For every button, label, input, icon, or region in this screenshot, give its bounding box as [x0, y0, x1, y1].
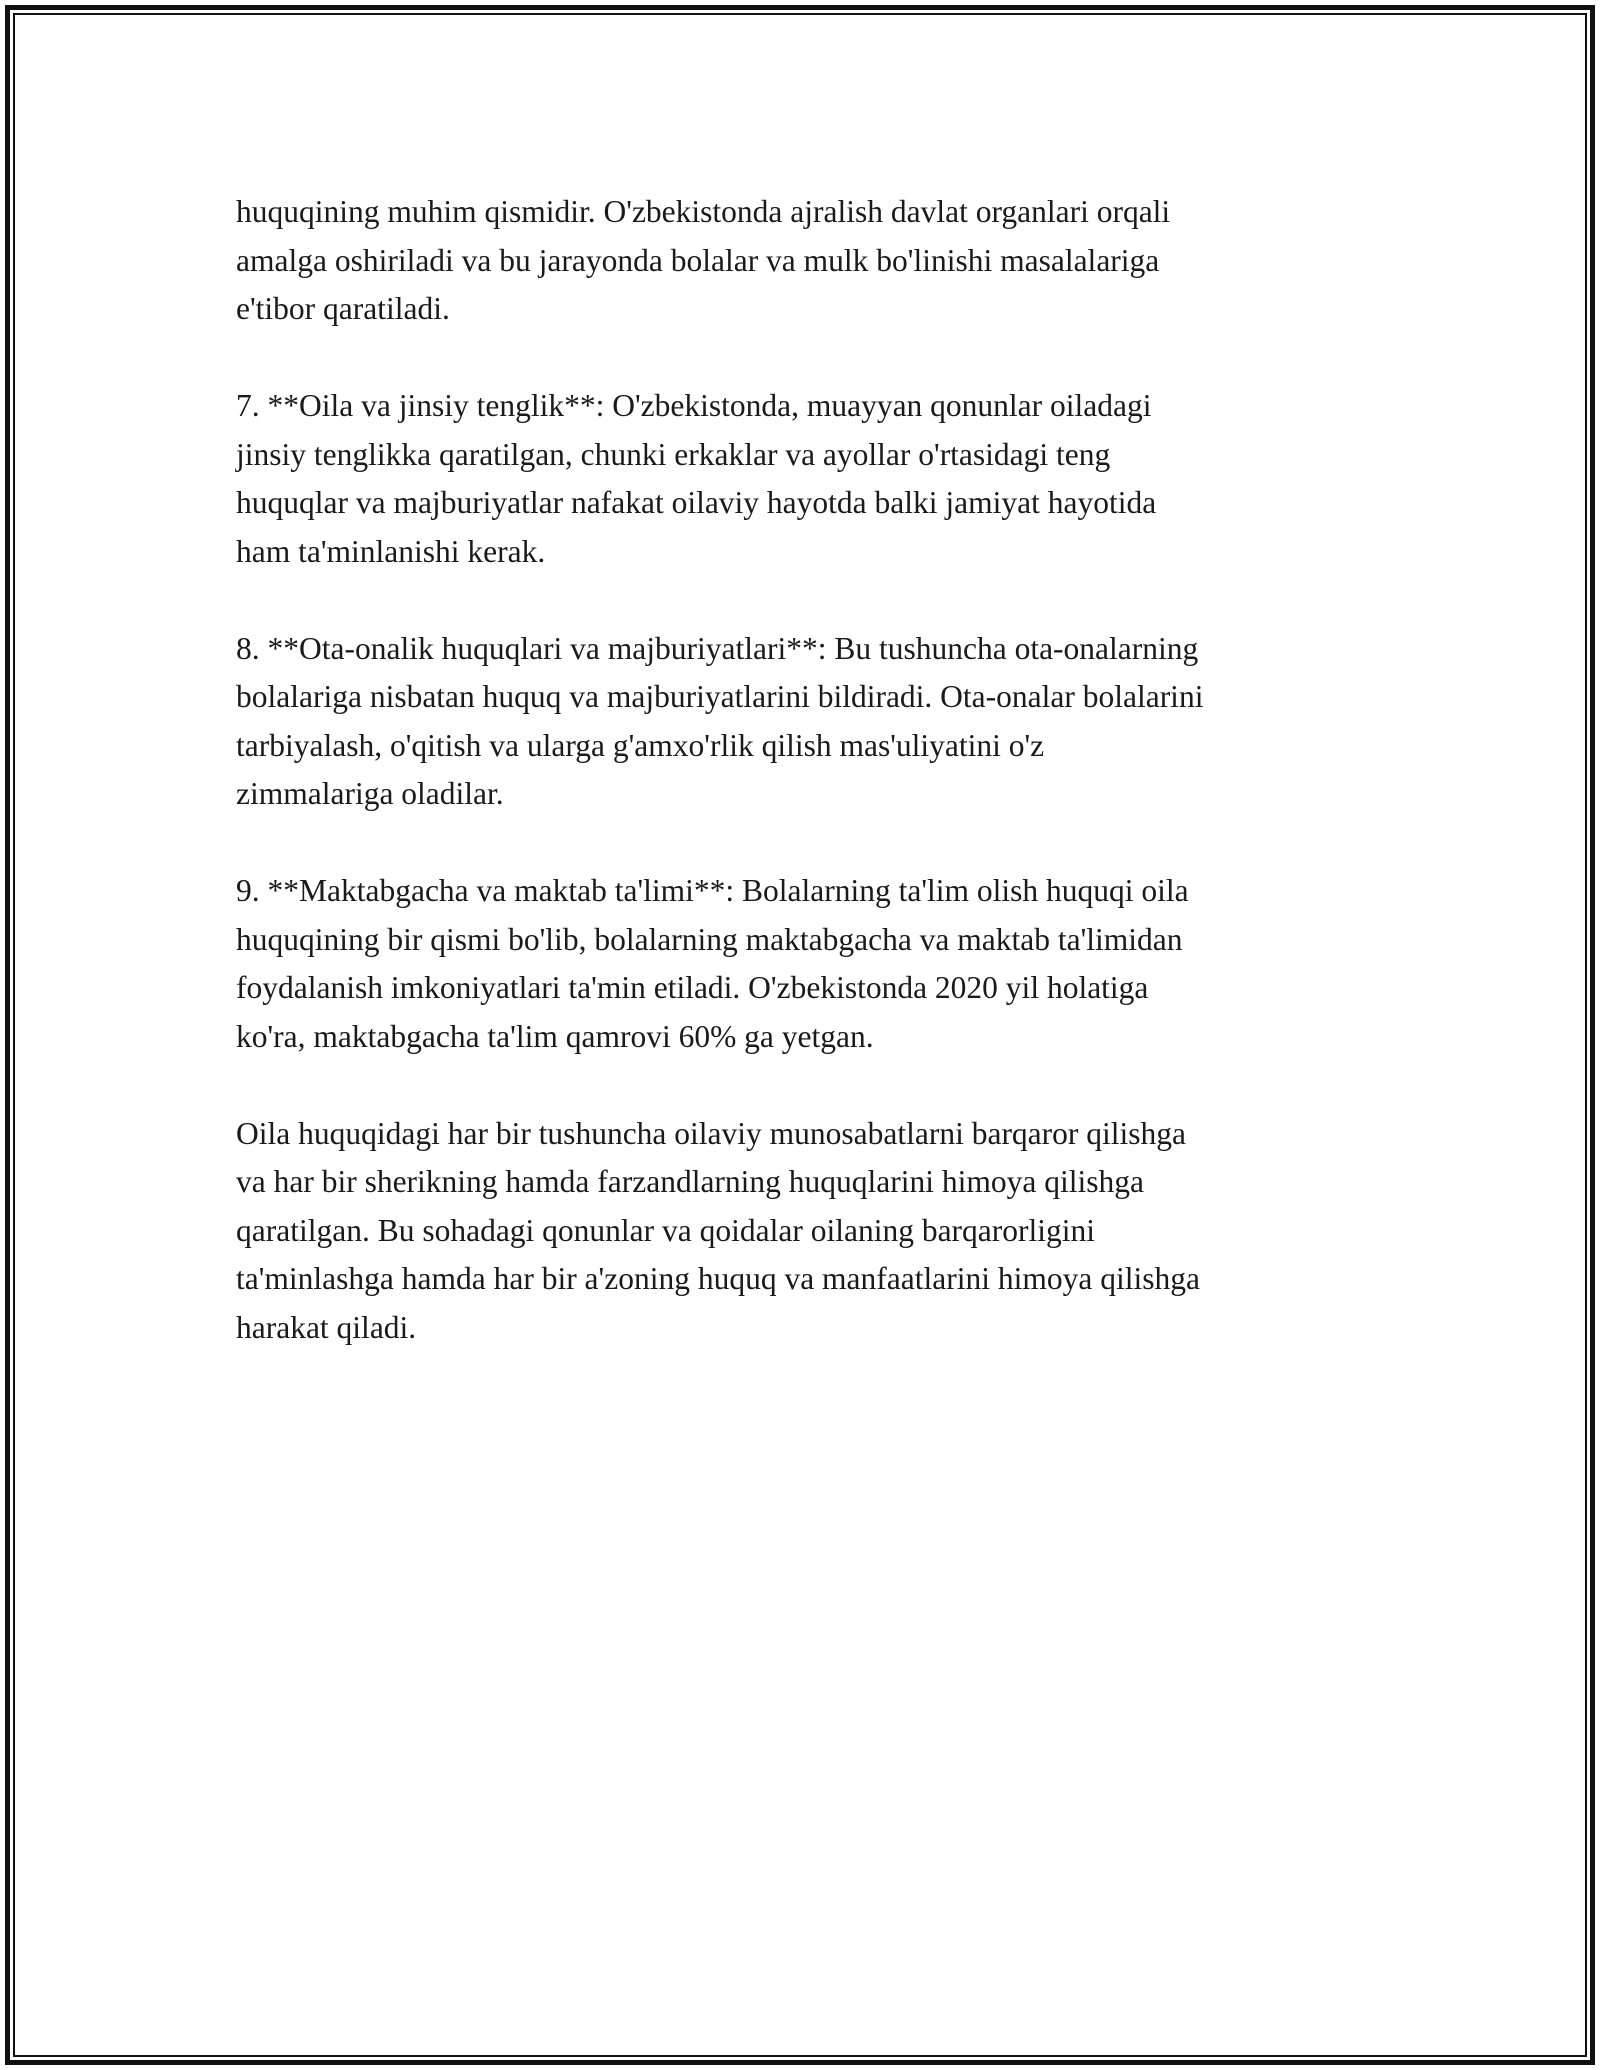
text-line: qaratilgan. Bu sohadagi qonunlar va qoidalar oilaning barqarorligini	[236, 1212, 1096, 1248]
text-line: e'tibor qaratiladi.	[236, 291, 450, 326]
paragraph-divorce-continuation	[236, 188, 1376, 334]
paragraph-item-9	[236, 867, 1376, 1061]
paragraph-item-7	[236, 382, 1376, 576]
text-line: 7. **Oila va jinsiy tenglik**: O'zbekistonda, muayyan qonunlar oiladagi	[236, 388, 1152, 423]
text-line: harakat qiladi.	[236, 1309, 417, 1345]
text-line: foydalanish imkoniyatlari ta'min etiladi. O'zbekistonda 2020 yil holatiga	[236, 970, 1149, 1005]
text-line: huquqlar va majburiyatlar nafakat oilaviy hayotda balki jamiyat hayotida	[236, 485, 1157, 520]
text-line: 9. **Maktabgacha va maktab ta'limi**: Bolalarning ta'lim olish huquqi oila	[236, 873, 1189, 908]
text-line: Oila huquqidagi har bir tushuncha oilaviy munosabatlarni barqaror qilishga	[236, 1115, 1187, 1151]
text-line: huquqining muhim qismidir. O'zbekistonda ajralish davlat organlari orqali	[236, 194, 1171, 229]
text-line: huquqining bir qismi bo'lib, bolalarning maktabgacha va maktab ta'limidan	[236, 921, 1183, 957]
paragraph-conclusion	[236, 1110, 1376, 1353]
text-line: ko'ra, maktabgacha ta'lim qamrovi 60% ga yetgan.	[236, 1018, 874, 1054]
text-line: ham ta'minlanishi kerak.	[236, 533, 546, 569]
text-line: tarbiyalash, o'qitish va ularga g'amxo'rlik qilish mas'uliyatini o'z	[236, 727, 1045, 763]
paragraph-item-8	[236, 625, 1376, 819]
text-line: va har bir sherikning hamda farzandlarning huquqlarini himoya qilishga	[236, 1164, 1144, 1199]
text-line: bolalariga nisbatan huquq va majburiyatlarini bildiradi. Ota-onalar bolalarini	[236, 679, 1204, 714]
text-line: amalga oshiriladi va bu jarayonda bolalar va mulk bo'linishi masalalariga	[236, 242, 1160, 278]
text-line: jinsiy tenglikka qaratilgan, chunki erkaklar va ayollar o'rtasidagi teng	[236, 436, 1111, 472]
text-line: ta'minlashga hamda har bir a'zoning huquq va manfaatlarini himoya qilishga	[236, 1261, 1200, 1296]
document-body	[236, 188, 1376, 1401]
text-line: 8. **Ota-onalik huquqlari va majburiyatlari**: Bu tushuncha ota-onalarning	[236, 630, 1199, 666]
text-line: zimmalariga oladilar.	[236, 776, 504, 811]
